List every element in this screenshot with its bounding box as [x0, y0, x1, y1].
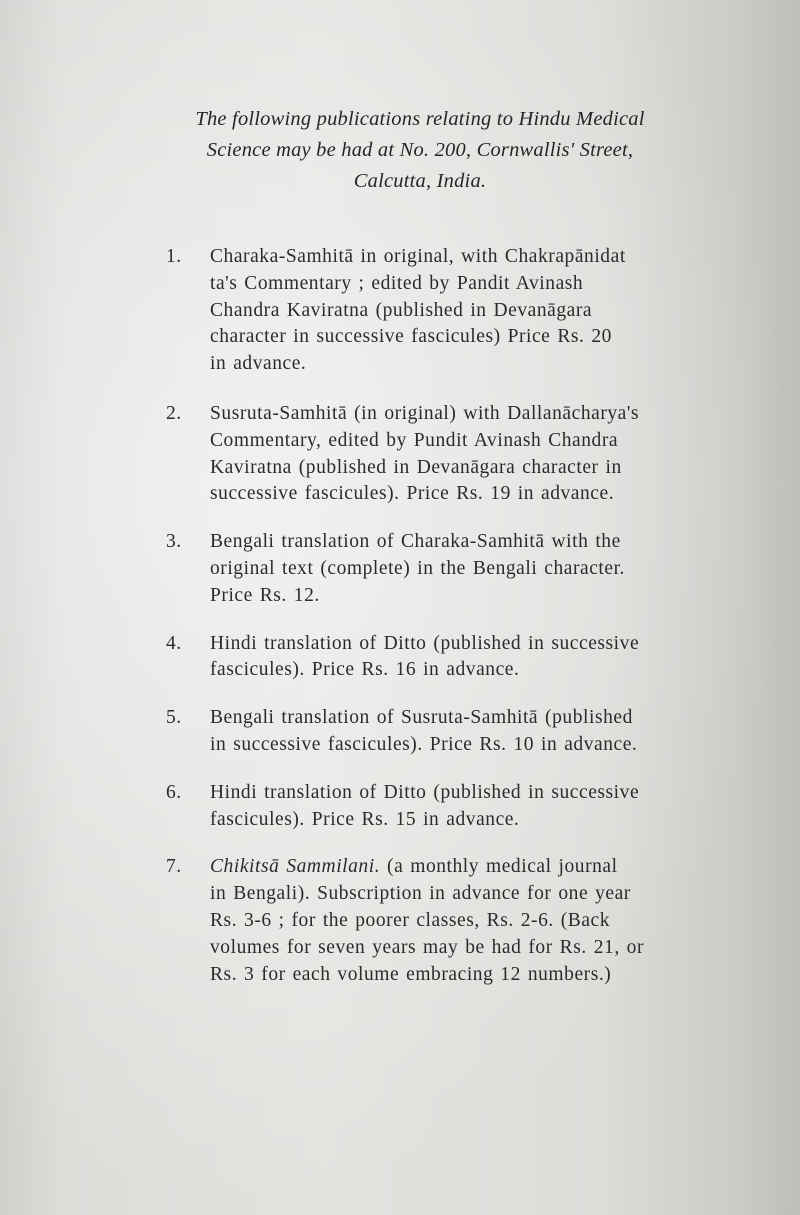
publication-item — [166, 780, 686, 834]
journal-title-rest: (a monthly medical journal — [380, 856, 618, 878]
item-text-line: in successive fascicules). Price Rs. 10 in advance. — [210, 733, 638, 755]
item-text-line: Charaka-Samhitā in original, with Chakrapānidat — [210, 246, 626, 267]
item-text-line: Kaviratna (published in Devanāgara character in — [210, 456, 622, 478]
publication-item — [166, 631, 686, 685]
heading-line: Calcutta, India. — [353, 170, 487, 192]
publication-item — [166, 244, 686, 378]
item-text-line: Hindi translation of Ditto (published in successive — [210, 781, 640, 803]
item-number: 2. — [166, 402, 182, 424]
item-text-line: Susruta-Samhitā (in original) with Dallanācharya's — [210, 402, 640, 424]
item-text-line: in Bengali). Subscription in advance for one year — [210, 883, 631, 905]
item-number: 4. — [166, 632, 182, 654]
item-number: 1. — [166, 246, 182, 267]
item-text-line: in advance. — [210, 353, 307, 375]
item-text-line: fascicules). Price Rs. 15 in advance. — [210, 808, 520, 830]
item-text-line: Bengali translation of Susruta-Samhitā (published — [210, 707, 633, 729]
publication-item — [166, 854, 686, 988]
publication-item — [166, 529, 686, 609]
item-number: 7. — [166, 856, 182, 878]
publication-item — [166, 705, 686, 759]
page-heading — [140, 104, 700, 197]
item-text-line: successive fascicules). Price Rs. 19 in advance. — [210, 483, 615, 505]
item-text-line: Price Rs. 12. — [210, 584, 320, 606]
item-text-line: original text (complete) in the Bengali character. — [210, 557, 625, 579]
item-text-line: fascicules). Price Rs. 16 in advance. — [210, 659, 520, 681]
item-text-line: ta's Commentary ; edited by Pandit Avinash — [210, 272, 584, 294]
heading-line: The following publications relating to Hindu Medical — [195, 108, 645, 130]
item-number: 5. — [166, 707, 182, 729]
item-text-line: character in successive fascicules) Price Rs. 20 — [210, 326, 612, 348]
item-text-line: Rs. 3-6 ; for the poorer classes, Rs. 2-6. (Back — [210, 909, 611, 931]
item-text-line: Chandra Kaviratna (published in Devanāgara — [210, 299, 593, 321]
item-text-line: Rs. 3 for each volume embracing 12 numbers.) — [210, 963, 612, 985]
item-text-line: Bengali translation of Charaka-Samhitā with the — [210, 531, 621, 553]
item-text-line — [210, 854, 686, 881]
item-number: 6. — [166, 781, 182, 803]
item-text-line: Hindi translation of Ditto (published in successive — [210, 632, 640, 654]
publication-item — [166, 401, 686, 508]
publication-list — [166, 244, 686, 988]
heading-line: Science may be had at No. 200, Cornwallis' Street, — [206, 139, 634, 161]
item-text-line: Commentary, edited by Pundit Avinash Chandra — [210, 429, 619, 451]
journal-title: Chikitsā Sammilani. — [210, 856, 381, 878]
item-text-line: volumes for seven years may be had for Rs. 21, or — [210, 936, 645, 958]
item-number: 3. — [166, 531, 182, 553]
